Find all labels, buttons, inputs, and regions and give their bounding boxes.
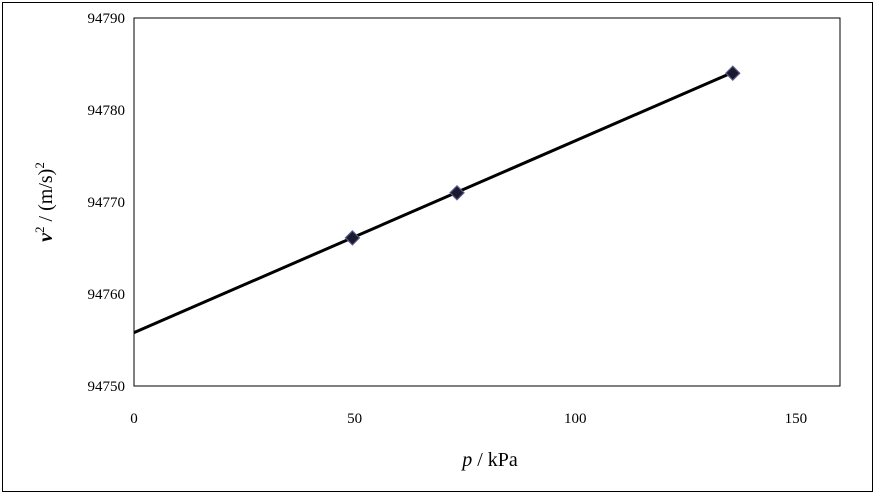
y-tick-label: 94770 [87,195,125,211]
y-tick-label: 94780 [87,103,125,119]
x-axis-unit: / kPa [472,449,518,471]
y-tick-labels [88,11,126,395]
y-axis-var: v [35,232,57,242]
y-tick-label: 94760 [87,287,125,303]
y-tick-label: 94750 [87,379,125,395]
x-axis-var: p [462,449,473,471]
y-axis-label [32,162,57,242]
y-axis-unit-exp: 2 [32,162,47,169]
y-axis-var-exp: 2 [32,226,47,233]
x-tick-labels [130,411,807,427]
x-axis-label [460,449,518,471]
x-tick-label: 50 [347,411,363,427]
x-tick-label: 0 [130,411,138,427]
x-tick-label: 150 [784,411,808,427]
x-tick-label: 100 [564,411,587,427]
y-tick-label: 94790 [87,11,125,27]
y-axis-unit: / (m/s) [35,168,57,227]
